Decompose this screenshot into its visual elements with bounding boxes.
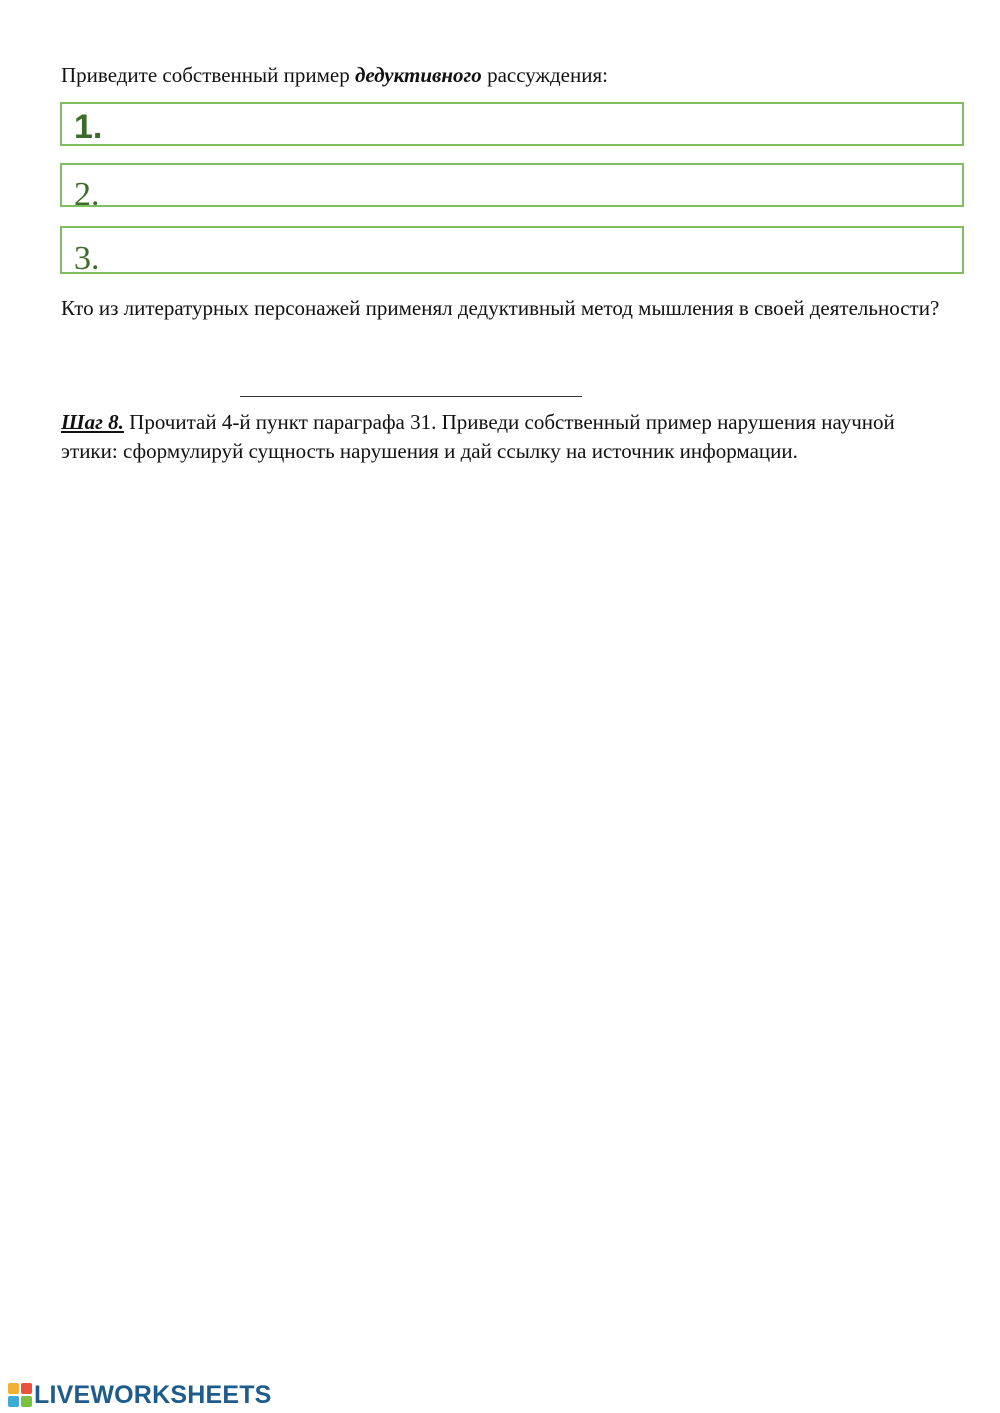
answer-field-2[interactable] [122,169,956,203]
answer-field-1[interactable] [122,108,956,142]
question-2: Кто из литературных персонажей применял дедуктивный метод мышления в своей деятельности? [61,296,940,320]
liveworksheets-logo [8,1382,272,1408]
question-1-text-after: рассуждения: [481,63,608,87]
step-8-instruction [61,408,941,466]
answer-field-3[interactable] [122,232,956,266]
answer-box-3-number: 3. [74,240,100,274]
question-1-emphasis: дедуктивного [354,63,482,87]
answer-box-1-number: 1. [74,108,103,146]
literary-character-answer-field[interactable] [240,372,582,397]
liveworksheets-logo-icon [8,1383,32,1407]
question-1-text-before: Приведите собственный пример [61,63,355,87]
question-1 [61,60,608,90]
step-8-label: Шаг 8. [61,410,124,434]
answer-box-3 [60,226,964,274]
liveworksheets-logo-text: LIVEWORKSHEETS [34,1380,272,1409]
step-8-text: Прочитай 4-й пункт параграфа 31. Приведи собственный пример нарушения научной этики: сформулируй сущность нарушения и дай ссылку на источник информации. [61,410,895,463]
answer-box-1 [60,102,964,146]
answer-box-2 [60,163,964,207]
answer-box-2-number: 2. [74,176,100,207]
